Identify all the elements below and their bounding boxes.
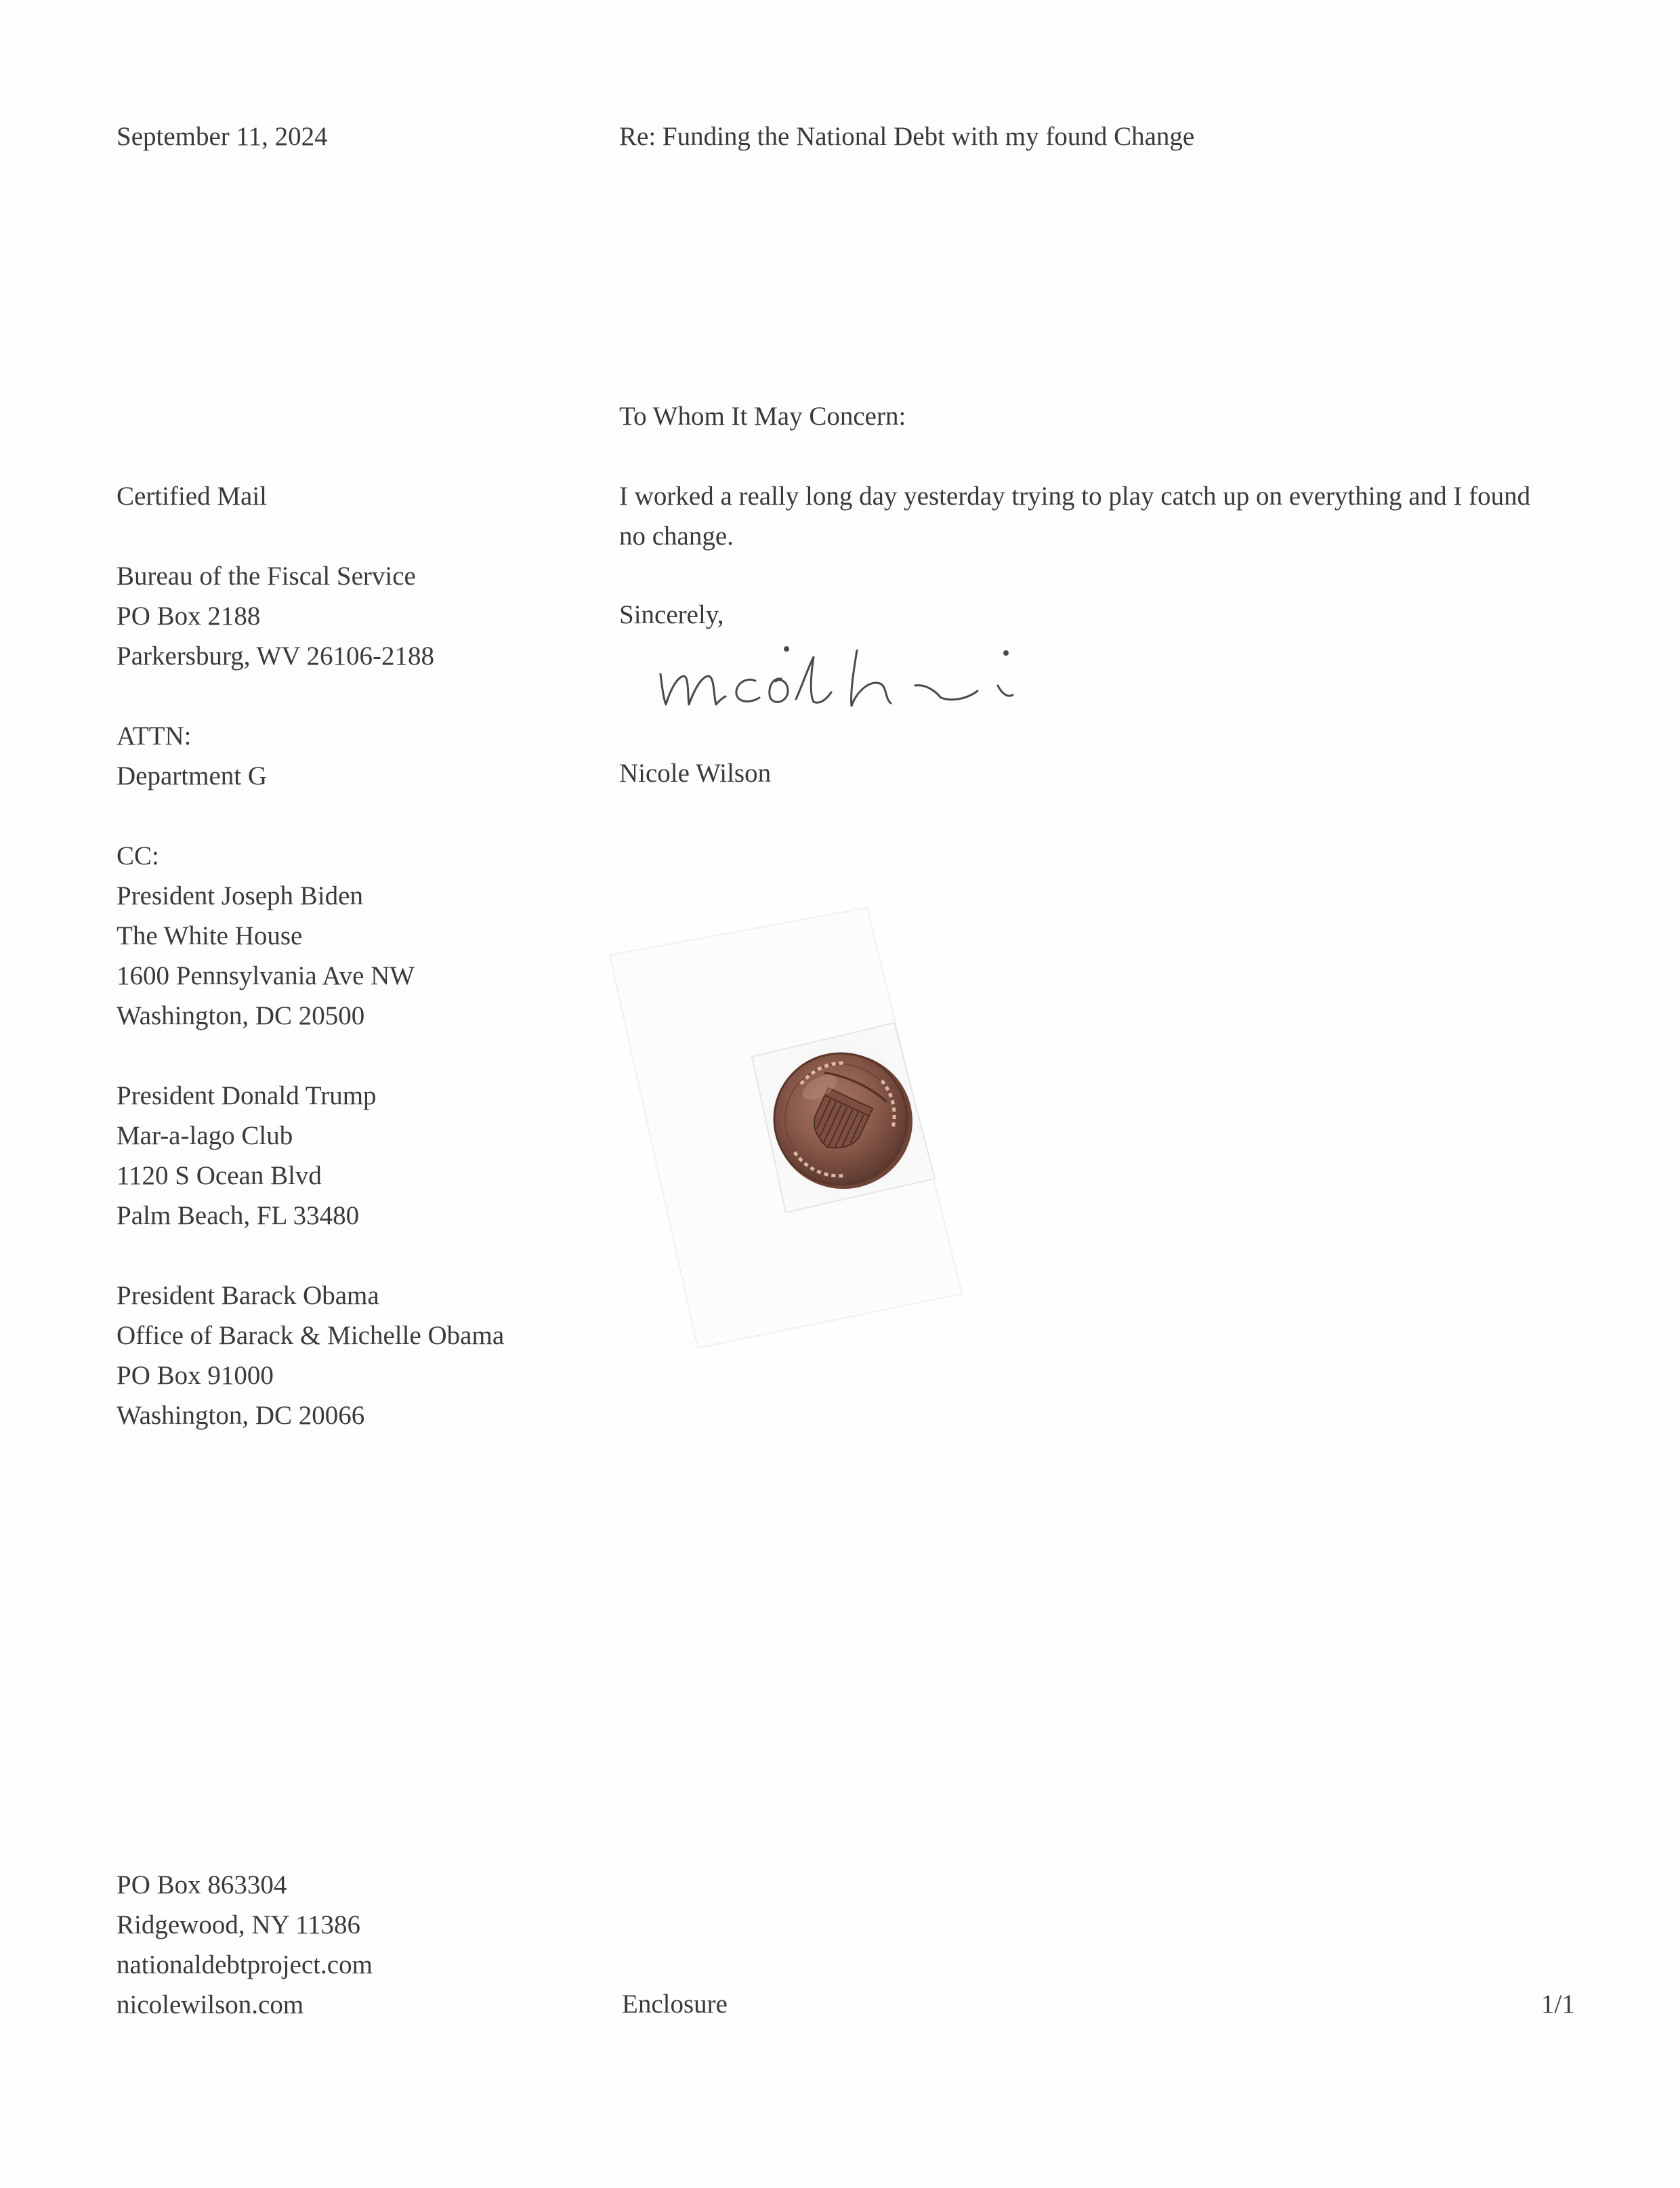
recipient-line: PO Box 2188	[117, 602, 261, 631]
address-column	[117, 476, 504, 1435]
cc-recipient-line: President Barack Obama	[117, 1281, 379, 1310]
cc-recipient-line: 1600 Pennsylvania Ave NW	[117, 961, 415, 990]
sender-line: Ridgewood, NY 11386	[117, 1910, 361, 1939]
enclosure-note: Enclosure	[622, 1990, 728, 2019]
cc-label: CC:	[117, 841, 159, 870]
attn-value: Department G	[117, 761, 268, 791]
letter-body: I worked a really long day yesterday trying to play catch up on everything and I found no change.	[619, 482, 1531, 551]
cc-recipient-line: President Joseph Biden	[117, 881, 363, 910]
closing: Sincerely,	[619, 600, 724, 629]
handwritten-signature	[654, 637, 1026, 725]
letter-date: September 11, 2024	[117, 122, 328, 151]
cc-recipient-line: The White House	[117, 921, 303, 950]
page-number: 1/1	[1541, 1990, 1575, 2019]
sender-website[interactable]: nationaldebtproject.com	[117, 1950, 373, 1979]
cc-recipient-line: Palm Beach, FL 33480	[117, 1201, 360, 1230]
cc-recipient-line: 1120 S Ocean Blvd	[117, 1161, 322, 1190]
attn-label: ATTN:	[117, 721, 192, 751]
sender-address	[117, 1865, 373, 2025]
recipient-line: Parkersburg, WV 26106-2188	[117, 641, 435, 671]
signer-name: Nicole Wilson	[619, 759, 772, 788]
recipient-line: Bureau of the Fiscal Service	[117, 562, 416, 591]
enclosed-penny-image	[583, 881, 1043, 1368]
salutation: To Whom It May Concern:	[619, 402, 906, 431]
cc-recipient-line: Washington, DC 20500	[117, 1001, 365, 1030]
sender-website[interactable]: nicolewilson.com	[117, 1990, 304, 2019]
delivery-method: Certified Mail	[117, 482, 268, 511]
cc-recipient-line: Washington, DC 20066	[117, 1401, 365, 1430]
letter-subject: Re: Funding the National Debt with my found Change	[619, 122, 1195, 151]
cc-recipient-line: Office of Barack & Michelle Obama	[117, 1321, 505, 1350]
cc-recipient-line: President Donald Trump	[117, 1081, 377, 1110]
sender-line: PO Box 863304	[117, 1870, 287, 1899]
cc-recipient-line: PO Box 91000	[117, 1361, 274, 1390]
cc-recipient-line: Mar-a-lago Club	[117, 1121, 293, 1150]
